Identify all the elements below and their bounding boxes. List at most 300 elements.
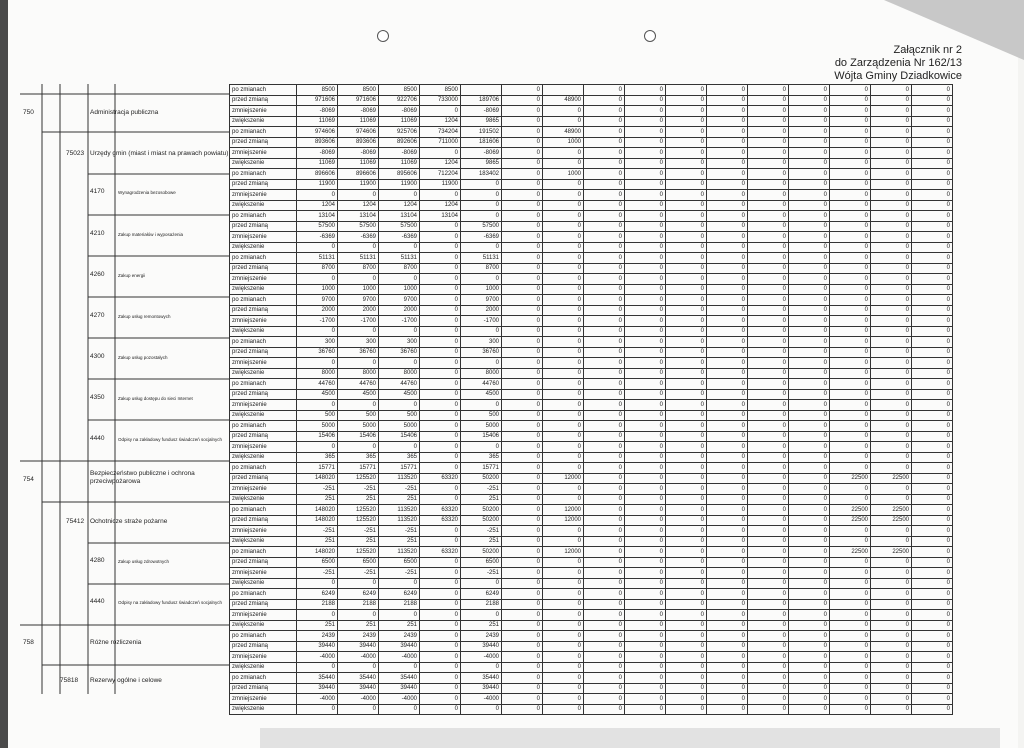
table-cell: 0: [625, 683, 666, 694]
table-cell: 0: [584, 557, 625, 568]
table-cell: 0: [625, 484, 666, 495]
table-row: [230, 85, 953, 96]
table-cell: 0: [830, 347, 871, 358]
table-row: [230, 620, 953, 631]
table-cell: 2000: [461, 305, 502, 316]
table-cell: 63320: [420, 505, 461, 516]
table-cell: 0: [912, 494, 953, 505]
table-cell: 0: [420, 337, 461, 348]
table-cell: 0: [584, 95, 625, 106]
table-cell: 2188: [461, 599, 502, 610]
table-cell: 0: [830, 589, 871, 600]
table-row: [230, 599, 953, 610]
table-cell: 0: [707, 295, 748, 306]
table-cell: 0: [502, 337, 543, 348]
row-label: zmniejszenie: [230, 232, 297, 243]
table-cell: 0: [707, 253, 748, 264]
table-cell: 0: [912, 242, 953, 253]
table-cell: 0: [584, 599, 625, 610]
table-cell: 113520: [379, 547, 420, 558]
table-cell: 0: [461, 326, 502, 337]
table-cell: 0: [789, 316, 830, 327]
table-cell: 0: [830, 232, 871, 243]
table-cell: 0: [461, 358, 502, 369]
table-cell: 0: [625, 526, 666, 537]
table-cell: 0: [502, 232, 543, 243]
table-cell: 0: [830, 295, 871, 306]
table-cell: 0: [748, 547, 789, 558]
table-cell: 0: [584, 694, 625, 705]
table-cell: 0: [584, 662, 625, 673]
table-cell: 0: [420, 704, 461, 715]
table-cell: 0: [789, 683, 830, 694]
table-cell: 0: [707, 568, 748, 579]
table-cell: 0: [707, 305, 748, 316]
table-cell: 0: [584, 704, 625, 715]
table-cell: 0: [871, 494, 912, 505]
table-cell: 0: [502, 652, 543, 663]
table-cell: 0: [420, 242, 461, 253]
table-cell: 0: [830, 536, 871, 547]
table-cell: 0: [543, 316, 584, 327]
section-code: 75818: [60, 677, 79, 684]
row-label: zmniejszenie: [230, 400, 297, 411]
table-row: [230, 505, 953, 516]
table-cell: 0: [666, 505, 707, 516]
table-cell: -4000: [297, 694, 338, 705]
table-cell: 0: [379, 400, 420, 411]
table-cell: 0: [625, 631, 666, 642]
table-cell: 0: [543, 673, 584, 684]
table-cell: 0: [584, 442, 625, 453]
table-cell: 0: [543, 158, 584, 169]
table-cell: 0: [584, 484, 625, 495]
table-cell: 0: [625, 421, 666, 432]
row-label: przed zmianą: [230, 557, 297, 568]
table-cell: 0: [584, 169, 625, 180]
table-cell: 0: [502, 85, 543, 96]
table-cell: 113520: [379, 473, 420, 484]
table-cell: 48900: [543, 95, 584, 106]
row-label: po zmianach: [230, 421, 297, 432]
table-cell: 0: [666, 515, 707, 526]
table-cell: 0: [912, 337, 953, 348]
table-cell: 0: [379, 610, 420, 621]
table-row: [230, 515, 953, 526]
table-row: [230, 211, 953, 222]
table-cell: 0: [830, 484, 871, 495]
table-cell: 6500: [297, 557, 338, 568]
row-label: przed zmianą: [230, 641, 297, 652]
table-cell: 0: [707, 473, 748, 484]
table-cell: 0: [543, 568, 584, 579]
table-cell: -251: [338, 568, 379, 579]
table-cell: 0: [830, 326, 871, 337]
table-cell: 0: [707, 232, 748, 243]
table-cell: 9865: [461, 116, 502, 127]
table-cell: 0: [707, 704, 748, 715]
table-cell: 8000: [297, 368, 338, 379]
row-label: zmniejszenie: [230, 652, 297, 663]
table-cell: 0: [502, 662, 543, 673]
table-cell: 0: [584, 358, 625, 369]
section-code: 4440: [90, 598, 105, 605]
table-cell: 0: [461, 211, 502, 222]
table-cell: 0: [707, 652, 748, 663]
row-label: zmniejszenie: [230, 358, 297, 369]
table-cell: 0: [420, 673, 461, 684]
table-cell: 0: [707, 221, 748, 232]
table-cell: 0: [789, 295, 830, 306]
table-cell: 0: [789, 536, 830, 547]
table-cell: 0: [420, 589, 461, 600]
table-row: [230, 473, 953, 484]
table-cell: 251: [297, 494, 338, 505]
table-cell: 0: [543, 232, 584, 243]
table-cell: 0: [297, 610, 338, 621]
table-cell: 0: [871, 127, 912, 138]
table-cell: 0: [543, 694, 584, 705]
table-cell: 0: [707, 515, 748, 526]
table-cell: 0: [830, 526, 871, 537]
table-cell: 0: [748, 494, 789, 505]
table-cell: 0: [502, 673, 543, 684]
table-cell: 0: [748, 652, 789, 663]
table-cell: 1204: [420, 116, 461, 127]
table-cell: -8069: [379, 106, 420, 117]
row-label: przed zmianą: [230, 137, 297, 148]
table-row: [230, 536, 953, 547]
table-row: [230, 379, 953, 390]
table-cell: 0: [502, 557, 543, 568]
table-cell: 57500: [297, 221, 338, 232]
table-cell: -8069: [461, 106, 502, 117]
table-cell: 0: [912, 263, 953, 274]
table-cell: -1700: [338, 316, 379, 327]
table-cell: 0: [748, 158, 789, 169]
table-cell: 0: [871, 326, 912, 337]
table-cell: 0: [707, 557, 748, 568]
table-cell: 0: [707, 620, 748, 631]
row-label: zmniejszenie: [230, 190, 297, 201]
table-cell: 0: [584, 505, 625, 516]
table-cell: 0: [666, 421, 707, 432]
table-cell: 0: [502, 106, 543, 117]
table-cell: 0: [584, 389, 625, 400]
table-cell: 0: [420, 148, 461, 159]
table-cell: 0: [707, 200, 748, 211]
section-code: 4280: [90, 557, 105, 564]
table-cell: -251: [379, 484, 420, 495]
table-cell: 57500: [379, 221, 420, 232]
table-cell: 39440: [461, 641, 502, 652]
table-cell: 0: [830, 704, 871, 715]
table-cell: 0: [543, 379, 584, 390]
table-cell: 0: [502, 148, 543, 159]
table-cell: 0: [420, 610, 461, 621]
table-cell: 251: [461, 620, 502, 631]
table-row: [230, 610, 953, 621]
table-row: [230, 358, 953, 369]
table-cell: 0: [789, 620, 830, 631]
table-cell: 0: [502, 610, 543, 621]
table-cell: 35440: [297, 673, 338, 684]
table-cell: 0: [912, 368, 953, 379]
table-row: [230, 127, 953, 138]
table-cell: 0: [830, 631, 871, 642]
table-cell: 0: [830, 694, 871, 705]
row-label: zwiększenie: [230, 200, 297, 211]
table-cell: 0: [543, 253, 584, 264]
table-cell: 0: [748, 620, 789, 631]
table-cell: 0: [543, 526, 584, 537]
table-cell: 0: [625, 694, 666, 705]
table-cell: 22500: [871, 473, 912, 484]
table-cell: 0: [789, 568, 830, 579]
table-cell: 0: [830, 494, 871, 505]
row-label: zwiększenie: [230, 326, 297, 337]
table-cell: 251: [297, 620, 338, 631]
table-cell: 971606: [297, 95, 338, 106]
table-cell: 0: [912, 694, 953, 705]
table-cell: 0: [502, 389, 543, 400]
table-cell: 0: [748, 337, 789, 348]
table-cell: 0: [666, 568, 707, 579]
table-cell: 22500: [830, 515, 871, 526]
table-cell: 0: [789, 347, 830, 358]
table-cell: 0: [420, 442, 461, 453]
table-cell: 0: [584, 85, 625, 96]
table-cell: 181606: [461, 137, 502, 148]
table-cell: 0: [707, 274, 748, 285]
budget-table-body: [230, 85, 953, 715]
table-cell: 0: [666, 358, 707, 369]
table-cell: 0: [297, 190, 338, 201]
table-cell: 365: [297, 452, 338, 463]
table-cell: 0: [912, 599, 953, 610]
table-cell: 22500: [871, 547, 912, 558]
table-cell: 0: [789, 410, 830, 421]
table-cell: 39440: [297, 641, 338, 652]
table-cell: 0: [912, 347, 953, 358]
table-cell: 0: [789, 200, 830, 211]
table-cell: 0: [420, 400, 461, 411]
table-cell: 0: [748, 673, 789, 684]
table-cell: 9700: [461, 295, 502, 306]
table-cell: 0: [748, 568, 789, 579]
table-cell: 0: [748, 95, 789, 106]
table-cell: 0: [912, 295, 953, 306]
table-cell: 50200: [461, 515, 502, 526]
table-cell: 0: [830, 389, 871, 400]
table-cell: 0: [748, 463, 789, 474]
row-label: po zmianach: [230, 379, 297, 390]
table-cell: 0: [584, 211, 625, 222]
table-cell: 0: [748, 305, 789, 316]
table-cell: 4500: [338, 389, 379, 400]
table-row: [230, 578, 953, 589]
table-cell: 0: [789, 106, 830, 117]
table-cell: 0: [625, 305, 666, 316]
table-cell: 0: [912, 200, 953, 211]
table-cell: 0: [912, 274, 953, 285]
table-cell: 0: [420, 379, 461, 390]
table-cell: 0: [789, 631, 830, 642]
table-cell: 9700: [338, 295, 379, 306]
table-cell: 0: [707, 326, 748, 337]
table-cell: 0: [830, 179, 871, 190]
table-cell: 0: [789, 421, 830, 432]
table-cell: 0: [543, 578, 584, 589]
table-cell: 0: [625, 253, 666, 264]
table-cell: 0: [584, 494, 625, 505]
table-cell: 0: [871, 379, 912, 390]
table-cell: 0: [625, 379, 666, 390]
table-cell: 0: [666, 368, 707, 379]
table-cell: -8069: [297, 106, 338, 117]
table-cell: 0: [625, 599, 666, 610]
table-cell: 0: [625, 610, 666, 621]
table-cell: 0: [830, 148, 871, 159]
table-cell: 0: [584, 137, 625, 148]
table-cell: 0: [338, 578, 379, 589]
table-cell: 0: [871, 400, 912, 411]
row-label: po zmianach: [230, 589, 297, 600]
table-cell: 0: [625, 547, 666, 558]
table-cell: 51131: [338, 253, 379, 264]
table-cell: 0: [379, 704, 420, 715]
table-cell: 0: [871, 200, 912, 211]
table-cell: -251: [338, 484, 379, 495]
table-cell: 0: [830, 410, 871, 421]
table-cell: 0: [707, 95, 748, 106]
table-cell: 0: [912, 158, 953, 169]
table-cell: 0: [543, 347, 584, 358]
table-cell: 0: [912, 326, 953, 337]
table-row: [230, 106, 953, 117]
table-row: [230, 463, 953, 474]
table-cell: 0: [584, 515, 625, 526]
table-cell: 0: [625, 589, 666, 600]
table-cell: 0: [543, 610, 584, 621]
table-cell: 0: [666, 536, 707, 547]
table-cell: 0: [789, 641, 830, 652]
section-code: 75023: [66, 150, 85, 157]
table-cell: 0: [625, 263, 666, 274]
row-label: po zmianach: [230, 85, 297, 96]
table-cell: 1000: [297, 284, 338, 295]
table-cell: 0: [666, 400, 707, 411]
table-cell: 0: [420, 421, 461, 432]
section-label: Urzędy gmin (miast i miast na prawach powiatu): [90, 150, 229, 157]
table-cell: 0: [584, 127, 625, 138]
table-cell: 0: [584, 263, 625, 274]
table-cell: -251: [338, 526, 379, 537]
table-cell: 0: [666, 190, 707, 201]
table-cell: 0: [707, 116, 748, 127]
table-cell: 0: [502, 536, 543, 547]
table-cell: 36760: [297, 347, 338, 358]
table-cell: 8000: [379, 368, 420, 379]
table-cell: 0: [789, 610, 830, 621]
table-cell: 0: [584, 242, 625, 253]
table-cell: 11900: [420, 179, 461, 190]
table-cell: 0: [297, 704, 338, 715]
table-cell: 0: [748, 358, 789, 369]
table-cell: 0: [502, 694, 543, 705]
table-row: [230, 337, 953, 348]
table-cell: 0: [502, 200, 543, 211]
table-cell: 0: [748, 253, 789, 264]
table-cell: 0: [748, 200, 789, 211]
table-cell: 5000: [297, 421, 338, 432]
table-cell: 0: [912, 568, 953, 579]
table-cell: 0: [420, 599, 461, 610]
table-cell: 893606: [297, 137, 338, 148]
table-cell: 0: [871, 536, 912, 547]
table-cell: 0: [707, 683, 748, 694]
table-cell: -251: [461, 484, 502, 495]
table-cell: 15771: [379, 463, 420, 474]
table-row: [230, 431, 953, 442]
table-cell: 0: [584, 347, 625, 358]
table-cell: 6500: [338, 557, 379, 568]
table-cell: 0: [584, 158, 625, 169]
table-cell: 0: [871, 610, 912, 621]
table-cell: 35440: [379, 673, 420, 684]
table-cell: 0: [871, 662, 912, 673]
table-row: [230, 347, 953, 358]
table-cell: 0: [420, 190, 461, 201]
table-cell: 0: [871, 452, 912, 463]
table-cell: 0: [584, 148, 625, 159]
table-cell: 51131: [379, 253, 420, 264]
table-cell: 0: [502, 295, 543, 306]
table-cell: 0: [543, 284, 584, 295]
table-cell: 0: [748, 389, 789, 400]
table-cell: 0: [666, 557, 707, 568]
table-cell: 0: [830, 652, 871, 663]
table-cell: 15771: [461, 463, 502, 474]
table-cell: -251: [461, 568, 502, 579]
table-cell: 0: [830, 662, 871, 673]
table-cell: 0: [748, 116, 789, 127]
table-cell: 0: [830, 127, 871, 138]
table-cell: 0: [461, 179, 502, 190]
table-cell: -1700: [461, 316, 502, 327]
table-cell: 5000: [379, 421, 420, 432]
table-cell: 0: [584, 620, 625, 631]
table-cell: 0: [789, 662, 830, 673]
table-cell: 44760: [338, 379, 379, 390]
table-cell: 0: [871, 305, 912, 316]
table-cell: -251: [379, 526, 420, 537]
table-cell: 892606: [379, 137, 420, 148]
table-cell: 0: [912, 148, 953, 159]
table-cell: 0: [379, 662, 420, 673]
table-cell: 8500: [338, 85, 379, 96]
table-cell: 0: [912, 179, 953, 190]
table-cell: 0: [871, 190, 912, 201]
table-cell: 0: [338, 326, 379, 337]
table-row: [230, 452, 953, 463]
table-cell: 0: [584, 305, 625, 316]
table-cell: 39440: [297, 683, 338, 694]
table-cell: 0: [789, 389, 830, 400]
table-cell: 300: [379, 337, 420, 348]
table-cell: 0: [789, 358, 830, 369]
table-cell: 0: [502, 484, 543, 495]
